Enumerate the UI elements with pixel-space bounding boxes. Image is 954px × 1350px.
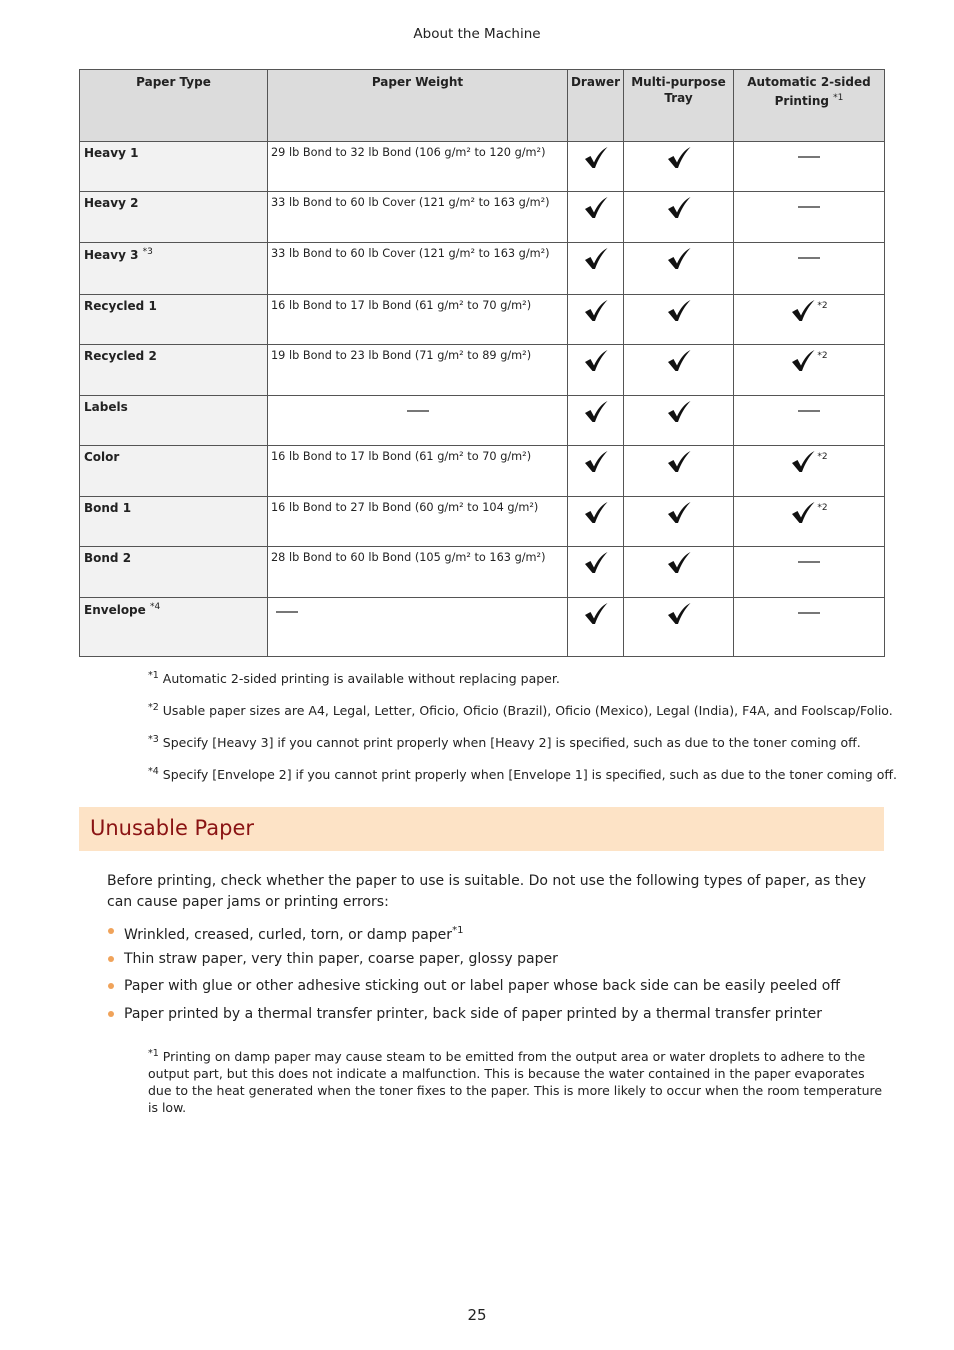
checkmark-icon [666,247,692,271]
not-supported-dash-icon [798,410,820,412]
table-row [80,497,885,547]
mp-tray-support-cell [624,547,734,598]
drawer-support-cell [568,142,624,192]
table-row [80,345,885,396]
unusable-paper-list [107,920,877,1030]
drawer-support-cell [568,497,624,547]
checkmark-icon [666,501,692,525]
table-row [80,396,885,446]
mp-tray-support-cell [624,142,734,192]
not-applicable-dash-icon [276,611,298,613]
list-item-text: Wrinkled, creased, curled, torn, or damp paper [124,927,453,943]
footnote-text: Usable paper sizes are A4, Legal, Letter, Oficio, Oficio (Brazil), Oficio (Mexico), Legal (India), F4A, and Foolscap/Folio. [162,703,893,718]
auto-duplex-support-cell [734,295,885,345]
checkmark-icon [666,349,692,373]
paper-weight-cell [268,243,568,295]
paper-type-cell [80,142,268,192]
drawer-support-cell [568,192,624,243]
not-applicable-dash-icon [407,410,429,412]
paper-weight-cell [268,547,568,598]
paper-type-cell [80,497,268,547]
drawer-support-cell [568,295,624,345]
paper-type-label: Heavy 2 [84,196,139,210]
checkmark-icon [790,349,816,373]
section-header-bar [79,807,884,851]
table-body [80,142,885,657]
footnote-mark: *2 [148,702,159,713]
auto-duplex-support-cell [734,142,885,192]
checkmark-icon [666,196,692,220]
col-header-footnote-mark: *1 [833,93,844,103]
paper-type-label: Labels [84,400,128,414]
page-number: 25 [467,1306,487,1324]
table-row [80,243,885,295]
paper-type-cell [80,345,268,396]
table-header-row [80,70,885,142]
auto-duplex-support-cell [734,446,885,497]
checkmark-icon [790,299,816,323]
paper-type-cell [80,396,268,446]
checkmark-icon [666,602,692,626]
paper-weight-value: 16 lb Bond to 17 lb Bond (61 g/m² to 70 g/m²) [271,299,532,312]
auto-duplex-support-cell [734,598,885,657]
table-row [80,142,885,192]
paper-type-footnote-mark: *3 [142,247,153,257]
duplex-footnote-mark: *2 [817,351,828,361]
checkmark-icon [583,602,609,626]
checkmark-icon [666,146,692,170]
paper-weight-value: 33 lb Bond to 60 lb Cover (121 g/m² to 163 g/m²) [271,196,550,209]
paper-weight-cell [268,497,568,547]
paper-type-label: Envelope [84,603,146,617]
checkmark-icon [583,551,609,575]
paper-type-label: Color [84,450,120,464]
paper-weight-cell [268,345,568,396]
not-supported-dash-icon [798,612,820,614]
list-item [107,920,877,948]
paper-type-cell [80,598,268,657]
section-intro: Before printing, check whether the paper to use is suitable. Do not use the following types of paper, as they can cause paper jams or printing errors: [107,873,866,910]
paper-weight-value: 16 lb Bond to 17 lb Bond (61 g/m² to 70 g/m²) [271,450,532,463]
duplex-footnote-mark: *2 [817,452,828,462]
paper-type-cell [80,446,268,497]
col-header-drawer: Drawer [568,70,624,142]
not-supported-dash-icon [798,156,820,158]
drawer-support-cell [568,345,624,396]
list-item-note: *1 [452,925,464,936]
list-item [107,975,877,1003]
section-footnote [148,1045,888,1116]
not-supported-dash-icon [798,257,820,259]
drawer-support-cell [568,243,624,295]
table-row [80,547,885,598]
checkmark-icon [666,450,692,474]
checkmark-icon [666,400,692,424]
mp-tray-support-cell [624,295,734,345]
paper-weight-cell [268,598,568,657]
footnote-mark: *1 [148,670,159,681]
drawer-support-cell [568,598,624,657]
mp-tray-support-cell [624,345,734,396]
col-header-auto-duplex-label: Automatic 2-sided Printing [747,75,871,108]
checkmark-icon [666,299,692,323]
mp-tray-support-cell [624,446,734,497]
footnote [148,668,908,687]
footnote-mark: *1 [148,1048,159,1059]
col-header-paper-weight: Paper Weight [268,70,568,142]
auto-duplex-support-cell [734,497,885,547]
paper-type-cell [80,547,268,598]
table-row [80,295,885,345]
footnote [148,764,908,783]
drawer-support-cell [568,446,624,497]
bullet-dot-icon [108,983,114,989]
checkmark-icon [790,501,816,525]
paper-type-label: Heavy 3 [84,248,139,262]
mp-tray-support-cell [624,497,734,547]
checkmark-icon [583,196,609,220]
paper-weight-cell [268,295,568,345]
table-row [80,598,885,657]
paper-type-cell [80,243,268,295]
checkmark-icon [583,501,609,525]
paper-weight-value: 19 lb Bond to 23 lb Bond (71 g/m² to 89 g/m²) [271,349,532,362]
paper-type-label: Heavy 1 [84,146,139,160]
auto-duplex-support-cell [734,192,885,243]
paper-weight-cell [268,192,568,243]
footnote-text: Specify [Heavy 3] if you cannot print properly when [Heavy 2] is specified, such as due to the toner coming off. [162,735,861,750]
list-item-text: Paper with glue or other adhesive sticking out or label paper whose back side can be easily peeled off [124,978,840,994]
checkmark-icon [583,247,609,271]
paper-weight-value: 29 lb Bond to 32 lb Bond (106 g/m² to 120 g/m²) [271,146,546,159]
footnote-text: Printing on damp paper may cause steam to be emitted from the output area or water droplets to adhere to the output part, but this does not indicate a malfunction. This is because the water contained in the paper evaporates due to the heat generated when the toner fixes to the paper. This is more likely to occur when the room temperature is low. [148,1049,883,1115]
footnote-text: Specify [Envelope 2] if you cannot print properly when [Envelope 1] is specified, such as due to the toner coming off. [162,767,897,782]
footnote-text: Automatic 2-sided printing is available without replacing paper. [162,671,560,686]
drawer-support-cell [568,547,624,598]
footnote-mark: *4 [148,766,159,777]
mp-tray-support-cell [624,243,734,295]
auto-duplex-support-cell [734,396,885,446]
table-row [80,446,885,497]
paper-weight-cell [268,396,568,446]
not-supported-dash-icon [798,561,820,563]
col-header-auto-duplex [734,70,885,142]
paper-type-label: Bond 2 [84,551,132,565]
checkmark-icon [583,349,609,373]
drawer-support-cell [568,396,624,446]
running-header: About the Machine [413,26,541,42]
checkmark-icon [666,551,692,575]
auto-duplex-support-cell [734,547,885,598]
col-header-mp-tray [624,70,734,142]
duplex-footnote-mark: *2 [817,301,828,311]
mp-tray-support-cell [624,192,734,243]
paper-type-label: Bond 1 [84,501,132,515]
auto-duplex-support-cell [734,243,885,295]
checkmark-icon [583,450,609,474]
checkmark-icon [583,400,609,424]
checkmark-icon [583,299,609,323]
checkmark-icon [583,146,609,170]
paper-type-footnote-mark: *4 [149,602,161,612]
col-header-mp-tray-label: Multi-purpose Tray [631,75,726,105]
paper-type-cell [80,192,268,243]
list-item-text: Paper printed by a thermal transfer printer, back side of paper printed by a thermal transfer printer [124,1005,823,1022]
list-item-text: Thin straw paper, very thin paper, coarse paper, glossy paper [124,950,558,967]
bullet-dot-icon [108,928,114,934]
paper-weight-cell [268,446,568,497]
auto-duplex-support-cell [734,345,885,396]
checkmark-icon [790,450,816,474]
paper-weight-value: 28 lb Bond to 60 lb Bond (105 g/m² to 163 g/m²) [271,551,546,564]
footnote [148,700,908,719]
paper-type-label: Recycled 2 [84,349,157,363]
paper-weight-value: 33 lb Bond to 60 lb Cover (121 g/m² to 163 g/m²) [271,247,550,260]
paper-weight-value: 16 lb Bond to 27 lb Bond (60 g/m² to 104 g/m²) [271,501,539,514]
list-item [107,948,877,976]
bullet-dot-icon [108,956,114,962]
bullet-dot-icon [108,1011,114,1017]
not-supported-dash-icon [798,206,820,208]
footnote-mark: *3 [148,734,159,745]
mp-tray-support-cell [624,396,734,446]
paper-type-label: Recycled 1 [84,299,157,313]
duplex-footnote-mark: *2 [817,503,828,513]
col-header-paper-type: Paper Type [80,70,268,142]
paper-weight-cell [268,142,568,192]
list-item [107,1003,877,1031]
mp-tray-support-cell [624,598,734,657]
table-row [80,192,885,243]
footnote [148,732,908,751]
paper-type-cell [80,295,268,345]
table-footnotes [148,668,908,796]
paper-type-table [79,69,885,657]
section-title: Unusable Paper [90,816,255,840]
